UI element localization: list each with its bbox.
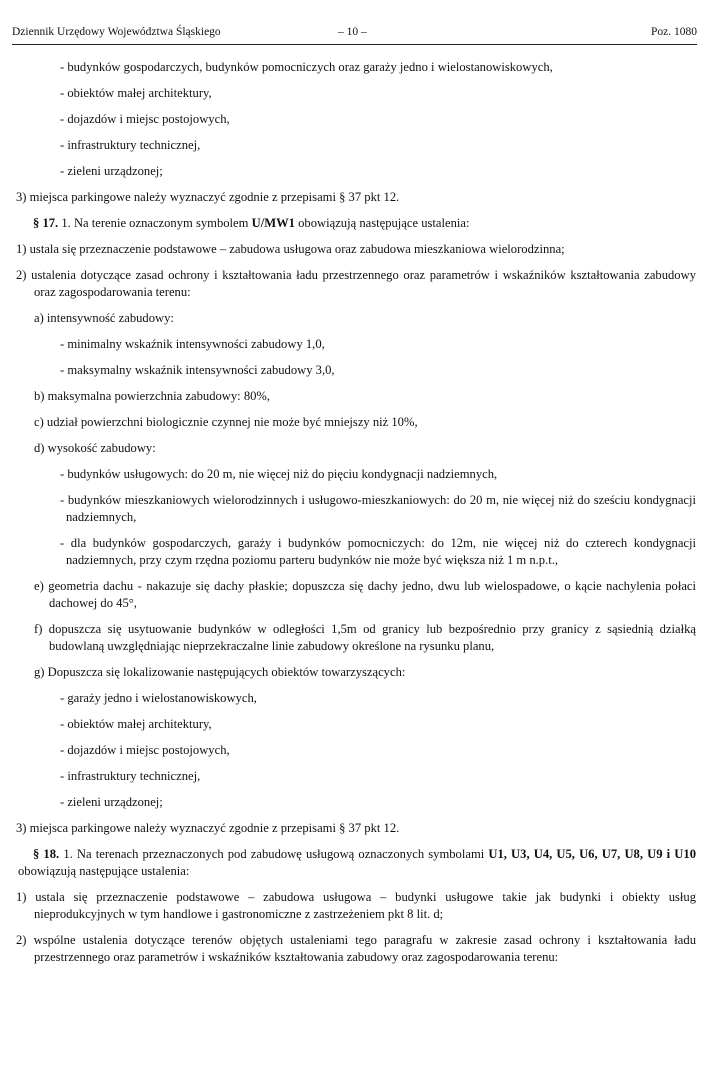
list-item: - budynków usługowych: do 20 m, nie więcej niż do pięciu kondygnacji nadziemnych, [60, 467, 498, 481]
document-body [16, 59, 696, 975]
lettered-item: e) geometria dachu - nakazuje się dachy płaskie; dopuszcza się dachy jedno, dwu lub wielospadowe, o kącie nachylenia połaci dachowej do 45°, [34, 579, 696, 610]
lettered-item: a) intensywność zabudowy: [34, 311, 174, 325]
list-item: - budynków gospodarczych, budynków pomocniczych oraz garaży jedno i wielostanowiskowych, [60, 60, 553, 74]
list-item: - budynków mieszkaniowych wielorodzinnych i usługowo-mieszkaniowych: do 20 m, nie więcej niż do sześciu kondygnacji nadziemnych, [60, 493, 696, 524]
numbered-item: 2) wspólne ustalenia dotyczące terenów objętych ustaleniami tego paragrafu w zakresie zasad ochrony i kształtowania ładu przestrzennego oraz parametrów i wskaźników kształtowania zabudowy oraz zagospodarowania terenu: [16, 933, 696, 964]
lettered-item: b) maksymalna powierzchnia zabudowy: 80%, [34, 389, 271, 403]
list-item: - minimalny wskaźnik intensywności zabudowy 1,0, [60, 337, 325, 351]
list-item: - zieleni urządzonej; [60, 795, 163, 809]
journal-title: Dziennik Urzędowy Województwa Śląskiego [12, 26, 221, 38]
list-item: - obiektów małej architektury, [60, 717, 212, 731]
list-item: - dojazdów i miejsc postojowych, [60, 112, 230, 126]
section-18-intro-b: obowiązują następujące ustalenia: [18, 864, 190, 878]
section-18-intro [18, 846, 696, 880]
position-number: Poz. 1080 [651, 26, 697, 38]
lettered-item: f) dopuszcza się usytuowanie budynków w odległości 1,5m od granicy lub bezpośrednio przy granicy z sąsiednią działką budowlaną uwzględniając nieprzekraczalne linie zabudowy określone na rysunku planu, [34, 622, 696, 653]
list-item: - maksymalny wskaźnik intensywności zabudowy 3,0, [60, 363, 335, 377]
list-item: - infrastruktury technicznej, [60, 769, 201, 783]
list-item: - zieleni urządzonej; [60, 164, 163, 178]
lettered-item: d) wysokość zabudowy: [34, 441, 156, 455]
section-17-title: § 17. [33, 216, 59, 230]
section-17-intro-a: 1. Na terenie oznaczonym symbolem [61, 216, 249, 230]
page-number: – 10 – [338, 26, 367, 38]
list-item: - dla budynków gospodarczych, garaży i budynków pomocniczych: do 12m, nie więcej niż do czterech kondygnacji nadziemnych, przy czym rzędna poziomu parteru budynków nie może być większa niż 1 m n.p.t., [60, 536, 696, 567]
section-18-intro-a: 1. Na terenach przeznaczonych pod zabudowę usługową oznaczonych symbolami [63, 847, 485, 861]
numbered-item: 3) miejsca parkingowe należy wyznaczyć zgodnie z przepisami § 37 pkt 12. [16, 821, 400, 835]
lettered-item: g) Dopuszcza się lokalizowanie następujących obiektów towarzyszących: [34, 665, 406, 679]
section-17-intro [18, 215, 696, 232]
numbered-item: 1) ustala się przeznaczenie podstawowe – zabudowa usługowa oraz zabudowa mieszkaniowa wielorodzinna; [16, 242, 565, 256]
section-17-symbol: U/MW1 [251, 216, 295, 230]
section-17-intro-b: obowiązują następujące ustalenia: [298, 216, 470, 230]
list-item: - infrastruktury technicznej, [60, 138, 201, 152]
list-item: - obiektów małej architektury, [60, 86, 212, 100]
numbered-item: 1) ustala się przeznaczenie podstawowe – zabudowa usługowa – budynki usługowe takie jak budynki i obiekty usług nieprodukcyjnych w tym handlowe i gastronomiczne z zastrzeżeniem pkt 8 lit. d; [16, 890, 696, 921]
list-item: - garaży jedno i wielostanowiskowych, [60, 691, 257, 705]
lettered-item: c) udział powierzchni biologicznie czynnej nie może być mniejszy niż 10%, [34, 415, 418, 429]
list-item: - dojazdów i miejsc postojowych, [60, 743, 230, 757]
numbered-item: 3) miejsca parkingowe należy wyznaczyć zgodnie z przepisami § 37 pkt 12. [16, 190, 400, 204]
numbered-item: 2) ustalenia dotyczące zasad ochrony i kształtowania ładu przestrzennego oraz parametrów i wskaźników kształtowania zabudowy oraz zagospodarowania terenu: [16, 268, 696, 299]
section-18-title: § 18. [33, 847, 60, 861]
page-header [12, 26, 697, 45]
section-18-symbols: U1, U3, U4, U5, U6, U7, U8, U9 i U10 [488, 847, 696, 861]
